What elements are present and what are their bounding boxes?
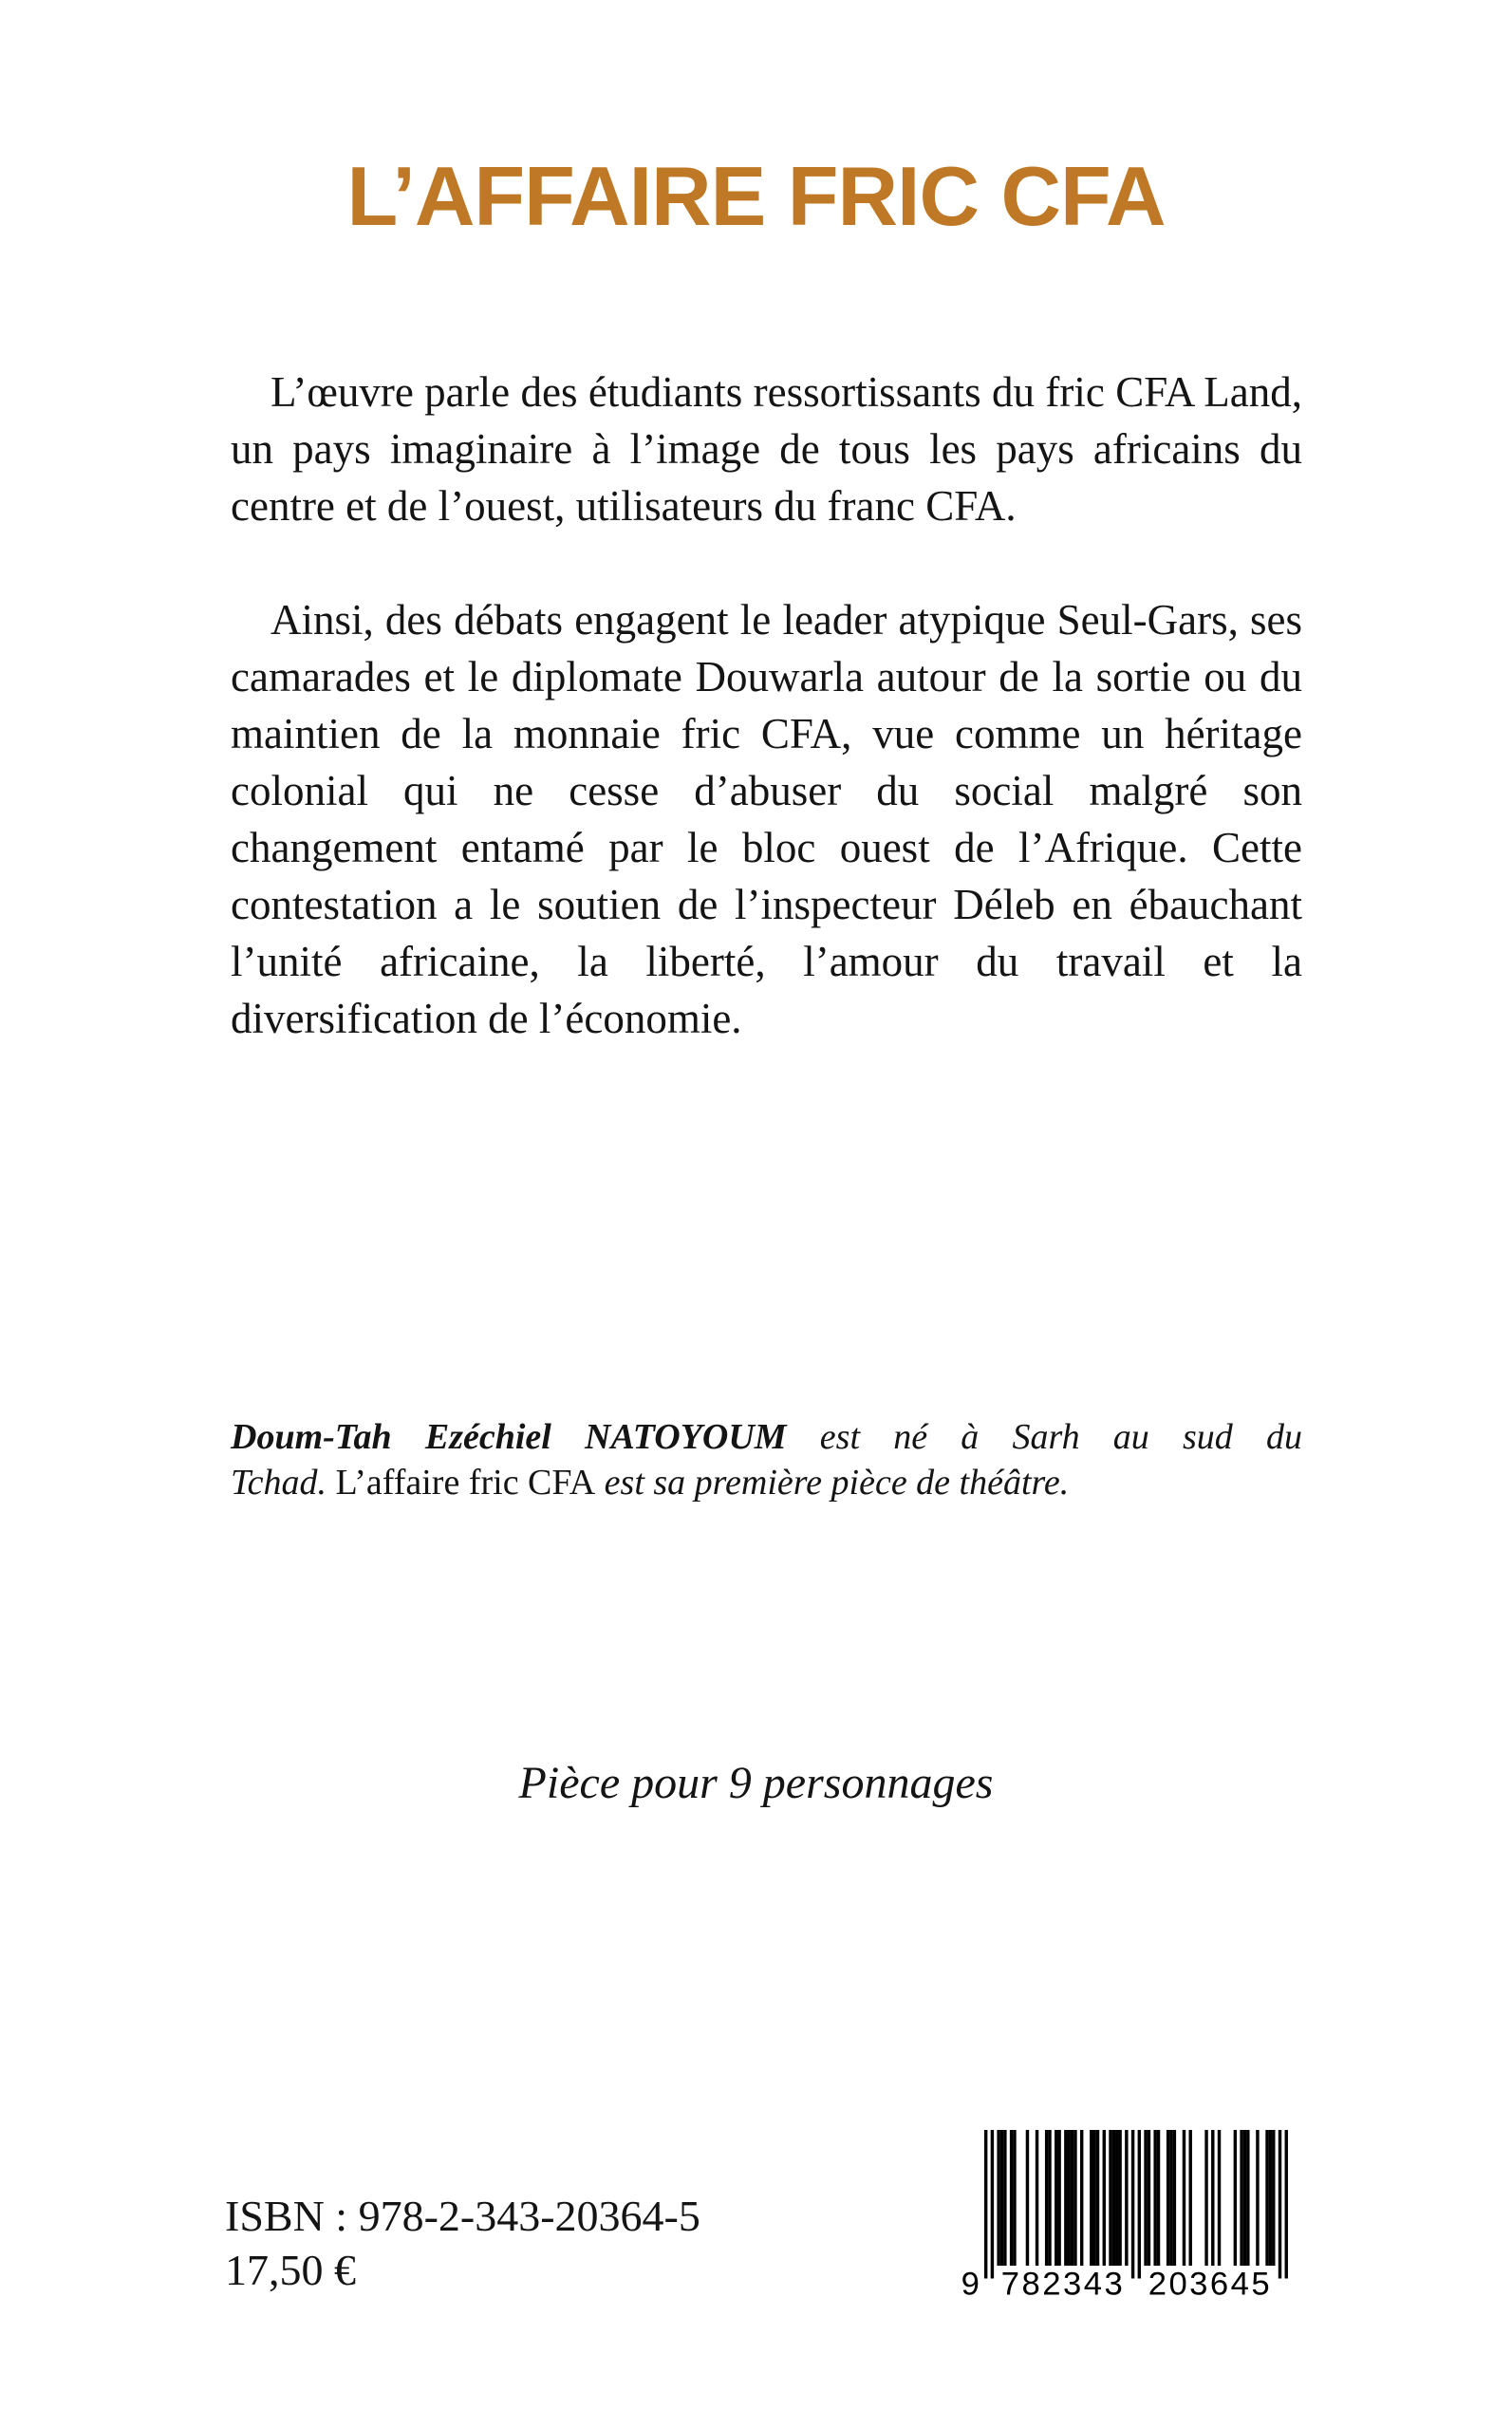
piece-note: Pièce pour 9 personnages — [518, 1758, 994, 1808]
author-bio-text-2: Tchad. — [231, 1463, 336, 1503]
isbn-price-block — [225, 2189, 700, 2297]
isbn-line: ISBN : 978-2-343-20364-5 — [225, 2192, 700, 2240]
author-bio — [231, 1414, 1302, 1505]
author-bio-line-1 — [231, 1414, 1302, 1460]
barcode-digit-first: 9 — [961, 2266, 980, 2296]
synopsis-paragraph-1: L’œuvre parle des étudiants ressortissants du fric CFA Land, un pays imaginaire à l’image de tous les pays africains du centre et de l’ouest, utilisateurs du franc CFA. — [231, 368, 1302, 530]
synopsis — [231, 364, 1302, 1047]
author-bio-text-1: est né à Sarh au sud du — [786, 1417, 1303, 1457]
barcode-bars — [984, 2130, 1288, 2278]
synopsis-paragraph-2: Ainsi, des débats engagent le leader atypique Seul-Gars, ses camarades et le diplomate Douwarla autour de la sortie ou du maintien de la monnaie fric CFA, vue comme un héritage colonial qui ne cesse d’abuser du social malgré son changement entamé par le bloc ouest de l’Afrique. Cette contestation a le soutien de l’inspecteur Déleb en ébauchant l’unité africaine, la liberté, l’amour du travail et la diversification de l’économie. — [231, 596, 1302, 1042]
author-bio-line-2 — [231, 1460, 1302, 1505]
barcode-digits-left: 782343 — [1000, 2266, 1123, 2296]
price-line: 17,50 € — [225, 2246, 356, 2294]
author-bio-text-3: est sa première pièce de théâtre. — [595, 1463, 1070, 1503]
barcode — [959, 2130, 1297, 2296]
book-title: L’AFFAIRE FRIC CFA — [346, 149, 1166, 243]
barcode-digits-right: 203645 — [1148, 2266, 1270, 2296]
book-title-inline: L’affaire fric CFA — [335, 1463, 596, 1503]
author-name: Doum-Tah Ezéchiel NATOYOUM — [231, 1417, 787, 1457]
